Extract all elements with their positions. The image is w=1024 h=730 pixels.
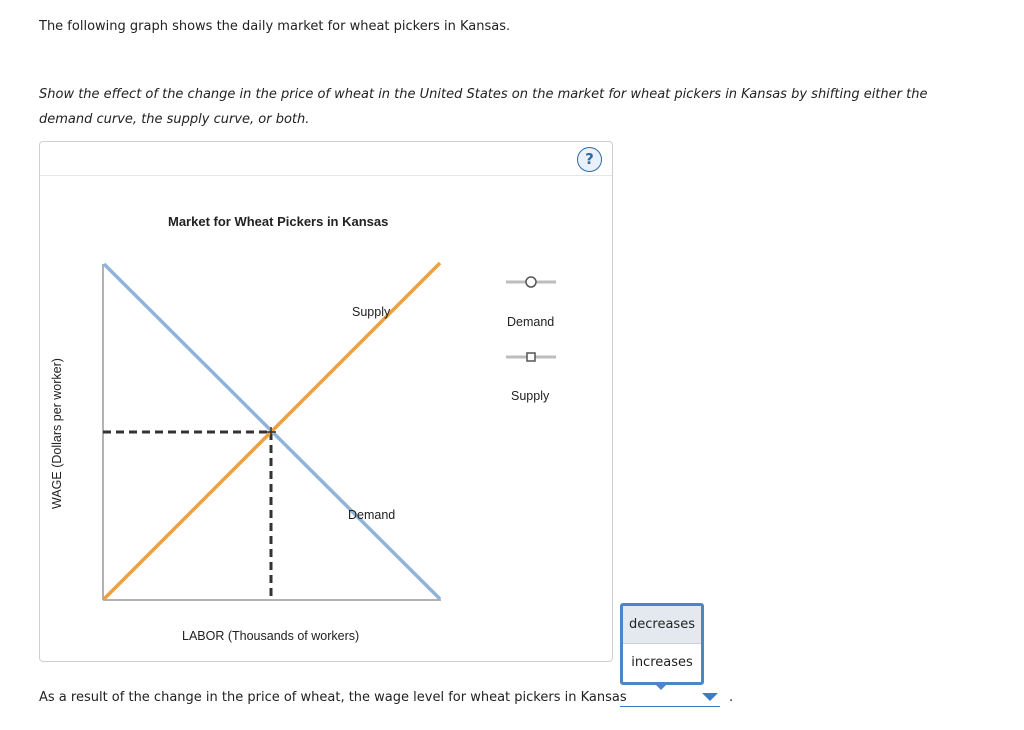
- square-marker-icon: [527, 353, 535, 361]
- graph-canvas: [40, 142, 612, 661]
- dropdown-option-increases[interactable]: increases: [631, 655, 693, 670]
- palette-demand-label: Demand: [507, 315, 555, 329]
- answer-dropdown[interactable]: [620, 688, 720, 707]
- dropdown-menu: [620, 603, 704, 685]
- chevron-down-icon[interactable]: [702, 693, 718, 701]
- sentence-period: .: [729, 690, 734, 705]
- graph-panel: [39, 141, 613, 662]
- y-axis-label: WAGE (Dollars per worker): [50, 358, 64, 509]
- question-sentence: As a result of the change in the price of wheat, the wage level for wheat pickers in Kansas: [39, 690, 627, 705]
- palette-supply-label: Supply: [511, 389, 550, 403]
- dropdown-menu-caret: [653, 682, 669, 690]
- dropdown-option-decreases[interactable]: decreases: [623, 606, 701, 644]
- demand-curve-label: Demand: [348, 508, 396, 522]
- help-button[interactable]: ?: [577, 147, 602, 172]
- palette-supply-tool[interactable]: [506, 353, 556, 361]
- instructions-text: Show the effect of the change in the price of wheat in the United States on the market for wheat pickers in Kansas by shifting either the demand curve, the supply curve, or both.: [39, 87, 928, 127]
- supply-curve-label: Supply: [352, 305, 391, 319]
- x-axis-label: LABOR (Thousands of workers): [182, 629, 360, 643]
- palette-demand-tool[interactable]: [506, 277, 556, 287]
- graph-title: Market for Wheat Pickers in Kansas: [168, 214, 389, 229]
- circle-marker-icon: [526, 277, 536, 287]
- intro-text: The following graph shows the daily market for wheat pickers in Kansas.: [39, 19, 511, 34]
